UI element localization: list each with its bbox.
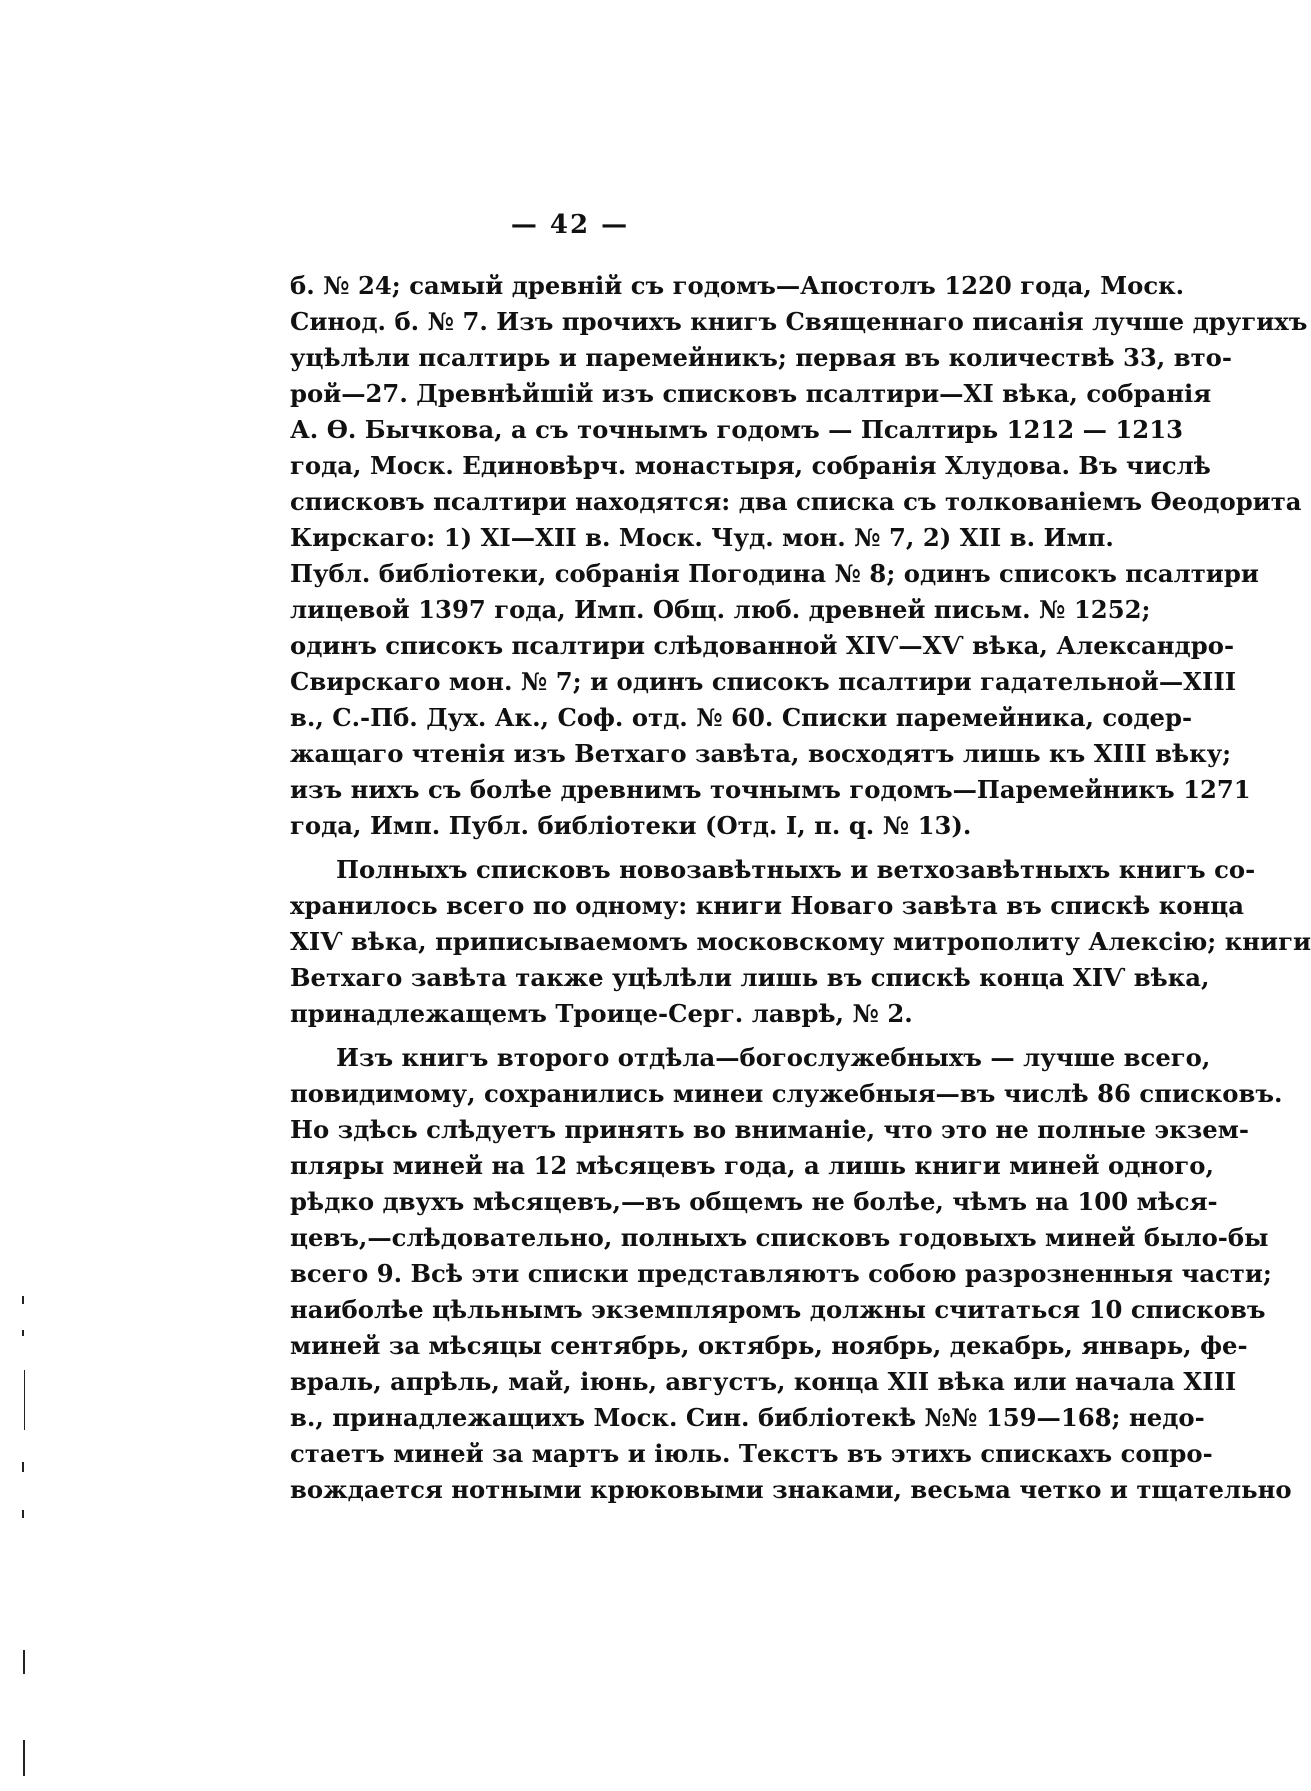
text-line: жащаго чтенiя изъ Ветхаго завѣта, восходятъ лишь къ XIII вѣку; [290,739,1232,768]
text-line: А. Ѳ. Бычкова, а съ точнымъ годомъ — Псалтирь 1212 — 1213 [290,415,1184,444]
text-line: принадлежащемъ Троице-Серг. лаврѣ, № 2. [290,999,913,1028]
page-number: — 42 — [510,210,630,240]
text-line: Свирскаго мон. № 7; и одинъ списокъ псалтири гадательной—XIII [290,667,1237,696]
text-line: рой—27. Древнѣйшiй изъ списковъ псалтири—XI вѣка, собранiя [290,379,1212,408]
text-line: XIѴ вѣка, приписываемомъ московскому митрополиту Алексiю; книги [290,927,1311,956]
text-line: стаетъ миней за мартъ и iюль. Текстъ въ этихъ спискахъ сопро- [290,1439,1213,1468]
scan-mark [22,1330,24,1336]
text-line: хранилось всего по одному: книги Новаго завѣта въ спискѣ конца [290,891,1244,920]
text-line: лицевой 1397 года, Имп. Общ. люб. древней письм. № 1252; [290,595,1151,624]
text-line: миней за мѣсяцы сентябрь, октябрь, ноябрь, декабрь, январь, фе- [290,1331,1248,1360]
scan-mark [22,1510,24,1518]
text-line: вождается нотными крюковыми знаками, весьма четко и тщательно [290,1475,1292,1504]
text-line: Публ. библiотеки, собранiя Погодина № 8; одинъ списокъ псалтири [290,559,1259,588]
scan-edge-marks [0,0,40,1791]
paragraph [290,1040,1292,1508]
paragraph [290,268,1308,844]
text-line: Полныхъ списковъ новозавѣтныхъ и ветхозавѣтныхъ книгъ со- [336,855,1256,884]
paragraph-gap [290,844,1018,852]
text-line: Изъ книгъ второго отдѣла—богослужебныхъ — лучше всего, [336,1043,1211,1072]
text-line: года, Имп. Публ. библiотеки (Отд. I, п. q. № 13). [290,811,972,840]
text-line: наиболѣе цѣльнымъ экземпляромъ должны считаться 10 списковъ [290,1295,1266,1324]
scan-mark [22,1462,24,1472]
paragraph-gap [290,1032,1018,1040]
text-line: повидимому, сохранились минеи служебныя—въ числѣ 86 списковъ. [290,1079,1283,1108]
text-line: враль, апрѣль, май, iюнь, августъ, конца XII вѣка или начала XIII [290,1367,1237,1396]
body-text [290,268,1311,1508]
text-line: Но здѣсь слѣдуетъ принять во вниманiе, что это не полные экзем- [290,1115,1249,1144]
text-line: года, Моск. Единовѣрч. монастыря, собранiя Хлудова. Въ числѣ [290,451,1211,480]
text-line: цевъ,—слѣдовательно, полныхъ списковъ годовыхъ миней было-бы [290,1223,1269,1252]
text-line: в., С.-Пб. Дух. Ак., Соф. отд. № 60. Списки паремейника, содер- [290,703,1193,732]
scan-mark [22,1296,24,1304]
scan-mark [24,1370,25,1430]
text-line: одинъ списокъ псалтири слѣдованной XIѴ—XѴ вѣка, Александро- [290,631,1235,660]
text-line: Кирскаго: 1) XI—XII в. Моск. Чуд. мон. № 7, 2) XII в. Имп. [290,523,1114,552]
text-line: Синод. б. № 7. Изъ прочихъ книгъ Священнаго писанiя лучше другихъ [290,307,1308,336]
scan-mark [23,1740,25,1776]
text-line: всего 9. Всѣ эти списки представляютъ собою разрозненныя части; [290,1259,1272,1288]
scan-mark [23,1650,25,1674]
text-line: уцѣлѣли псалтирь и паремейникъ; первая въ количествѣ 33, вто- [290,343,1232,372]
text-line: изъ нихъ съ болѣе древнимъ точнымъ годомъ—Паремейникъ 1271 [290,775,1251,804]
paragraph [290,852,1311,1032]
text-line: Ветхаго завѣта также уцѣлѣли лишь въ спискѣ конца XIѴ вѣка, [290,963,1210,992]
text-line: пляры миней на 12 мѣсяцевъ года, а лишь книги миней одного, [290,1151,1214,1180]
text-line: б. № 24; самый древнiй съ годомъ—Апостолъ 1220 года, Моск. [290,271,1185,300]
text-line: списковъ псалтири находятся: два списка съ толкованiемъ Ѳеодорита [290,487,1302,516]
text-line: рѣдко двухъ мѣсяцевъ,—въ общемъ не болѣе, чѣмъ на 100 мѣся- [290,1187,1218,1216]
text-line: в., принадлежащихъ Моск. Син. библiотекѣ №№ 159—168; недо- [290,1403,1205,1432]
